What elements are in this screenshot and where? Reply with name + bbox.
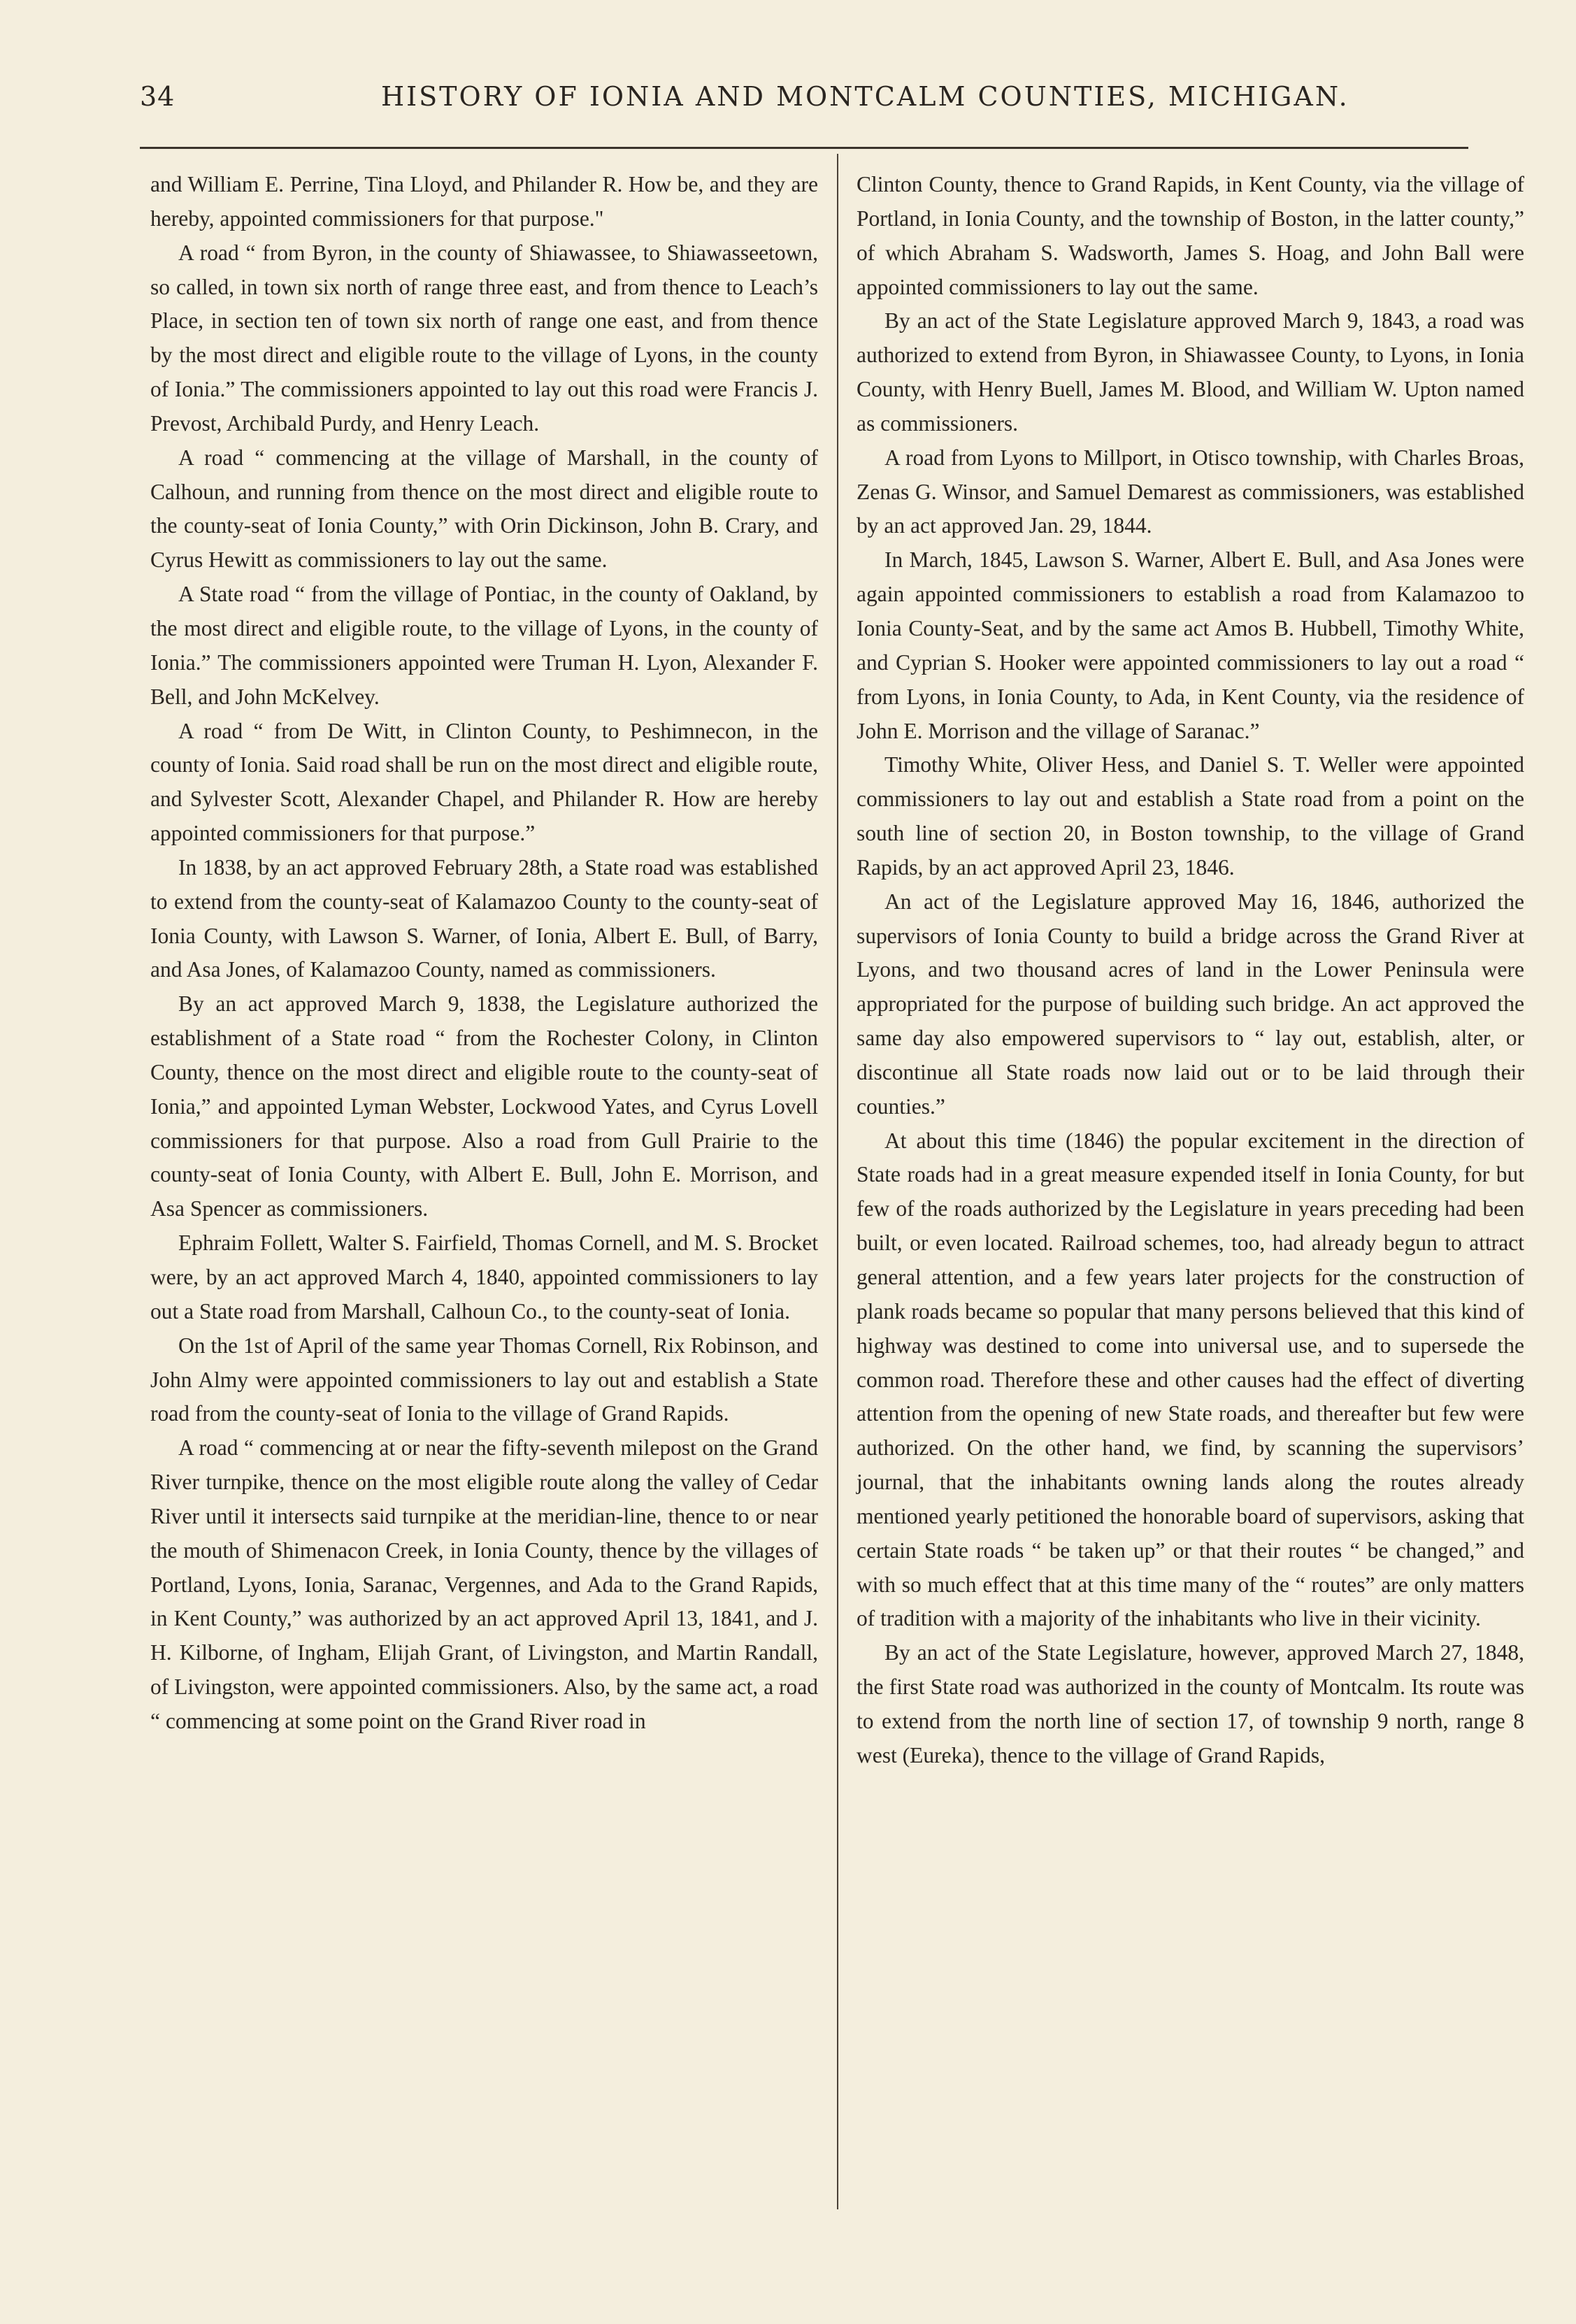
paragraph: A road from Lyons to Millport, in Otisco township, with Charles Broas, Zenas G. Winsor, and Samuel Demarest as commissioners, was established by an act approved Jan. 29, 1844. — [857, 445, 1524, 538]
paragraph: An act of the Legislature approved May 16, 1846, authorized the supervisors of Ionia County to build a bridge across the Grand River at Lyons, and two thousand acres of land in the Lower Peninsula were appropriated for the purpose of building such bridge. An act approved the same day also empowered supervisors to “ lay out, establish, alter, or discontinue all State roads now laid out or to be laid through their counties.” — [857, 889, 1524, 1119]
left-column — [150, 168, 818, 1739]
running-title: HISTORY OF IONIA AND MONTCALM COUNTIES, MICHIGAN. — [381, 81, 1349, 112]
paragraph: Ephraim Follett, Walter S. Fairfield, Thomas Cornell, and M. S. Brocket were, by an act approved March 4, 1840, appointed commissioners to lay out a State road from Marshall, Calhoun Co., to the county-seat of Ionia. — [150, 1231, 818, 1324]
paragraph: A State road “ from the village of Pontiac, in the county of Oakland, by the most direct and eligible route, to the village of Lyons, in the county of Ionia.” The commissioners appointed were Truman H. Lyon, Alexander F. Bell, and John McKelvey. — [150, 582, 818, 709]
paragraph: By an act of the State Legislature approved March 9, 1843, a road was authorized to extend from Byron, in Shiawassee County, to Lyons, in Ionia County, with Henry Buell, James M. Blood, and William W. Upton named as commissioners. — [857, 308, 1524, 436]
paragraph: By an act of the State Legislature, however, approved March 27, 1848, the first State road was authorized in the county of Montcalm. Its route was to extend from the north line of section 17, of township 9 north, range 8 west (Eureka), thence to the village of Grand Rapids, — [857, 1640, 1524, 1767]
paragraph: At about this time (1846) the popular excitement in the direction of State roads had in a great measure expended itself in Ionia County, for but few of the roads authorized by the Legislature in years preceding had been built, or even located. Railroad schemes, too, had already begun to attract general attention, and a few years later projects for the construction of plank roads became so popular that many persons believed that this kind of highway was destined to come into universal use, and to supersede the common road. Therefore these and other causes had the effect of diverting attention from the opening of new State roads, and thereafter but few were authorized. On the other hand, we find, by scanning the supervisors’ journal, that the inhabitants owning lands along the routes already mentioned yearly petitioned the honorable board of supervisors, asking that certain State roads “ be taken up” or that their routes “ be changed,” and with so much effect that at this time many of the “ routes” are only matters of tradition with a majority of the inhabitants who live in their vicinity. — [857, 1128, 1524, 1631]
paragraph: A road “ commencing at the village of Marshall, in the county of Calhoun, and running from thence on the most direct and eligible route to the county-seat of Ionia County,” with Orin Dickinson, John B. Crary, and Cyrus Hewitt as commissioners to lay out the same. — [150, 445, 818, 573]
paragraph: In March, 1845, Lawson S. Warner, Albert E. Bull, and Asa Jones were again appointed commissioners to establish a road from Kalamazoo to Ionia County-Seat, and by the same act Amos B. Hubbell, Timothy White, and Cyprian S. Hooker were appointed commissioners to lay out a road “ from Lyons, in Ionia County, to Ada, in Kent County, via the residence of John E. Morrison and the village of Saranac.” — [857, 547, 1524, 743]
paragraph: A road “ commencing at or near the fifty-seventh milepost on the Grand River turnpike, thence on the most eligible route along the valley of Cedar River until it intersects said turnpike at the meridian-line, thence to or near the mouth of Shimenacon Creek, in Ionia County, thence by the villages of Portland, Lyons, Ionia, Saranac, Vergennes, and Ada to the Grand Rapids, in Kent County,” was authorized by an act approved April 13, 1841, and J. H. Kilborne, of Ingham, Elijah Grant, of Livingston, and Martin Randall, of Livingston, were appointed commissioners. Also, by the same act, a road “ commencing at some point on the Grand River road in — [150, 1435, 818, 1733]
paragraph: A road “ from Byron, in the county of Shiawassee, to Shiawasseetown, so called, in town six north of range three east, and from thence to Leach’s Place, in section ten of town six north of range one east, and from thence by the most direct and eligible route to the village of Lyons, in the county of Ionia.” The commissioners appointed to lay out this road were Francis J. Prevost, Archibald Purdy, and Henry Leach. — [150, 240, 818, 436]
paragraph: By an act approved March 9, 1838, the Legislature authorized the establishment of a State road “ from the Rochester Colony, in Clinton County, thence on the most direct and eligible route to the county-seat of Ionia,” and appointed Lyman Webster, Lockwood Yates, and Cyrus Lovell commissioners for that purpose. Also a road from Gull Prairie to the county-seat of Ionia County, with Albert E. Bull, John E. Morrison, and Asa Spencer as commissioners. — [150, 991, 818, 1221]
header-rule — [140, 147, 1468, 149]
page-number: 34 — [140, 81, 175, 112]
paragraph: Clinton County, thence to Grand Rapids, in Kent County, via the village of Portland, in Ionia County, and the township of Boston, in the latter county,” of which Abraham S. Wadsworth, James S. Hoag, and John Ball were appointed commissioners to lay out the same. — [857, 172, 1524, 299]
paragraph: and William E. Perrine, Tina Lloyd, and Philander R. How be, and they are hereby, appointed commissioners for that purpose." — [150, 172, 818, 231]
paragraph: A road “ from De Witt, in Clinton County, to Peshimnecon, in the county of Ionia. Said road shall be run on the most direct and eligible route, and Sylvester Scott, Alexander Chapel, and Philander R. How are hereby appointed commissioners for that purpose.” — [150, 718, 818, 846]
column-divider — [837, 154, 838, 2209]
paragraph: Timothy White, Oliver Hess, and Daniel S. T. Weller were appointed commissioners to lay out and establish a State road from a point on the south line of section 20, in Boston township, to the village of Grand Rapids, by an act approved April 23, 1846. — [857, 752, 1524, 880]
paragraph: On the 1st of April of the same year Thomas Cornell, Rix Robinson, and John Almy were appointed commissioners to lay out and establish a State road from the county-seat of Ionia to the village of Grand Rapids. — [150, 1333, 818, 1426]
page-header — [140, 76, 1454, 124]
right-column — [857, 168, 1524, 1773]
paragraph: In 1838, by an act approved February 28th, a State road was established to extend from the county-seat of Kalamazoo County to the county-seat of Ionia County, with Lawson S. Warner, of Ionia, Albert E. Bull, of Barry, and Asa Jones, of Kalamazoo County, named as commissioners. — [150, 854, 818, 982]
